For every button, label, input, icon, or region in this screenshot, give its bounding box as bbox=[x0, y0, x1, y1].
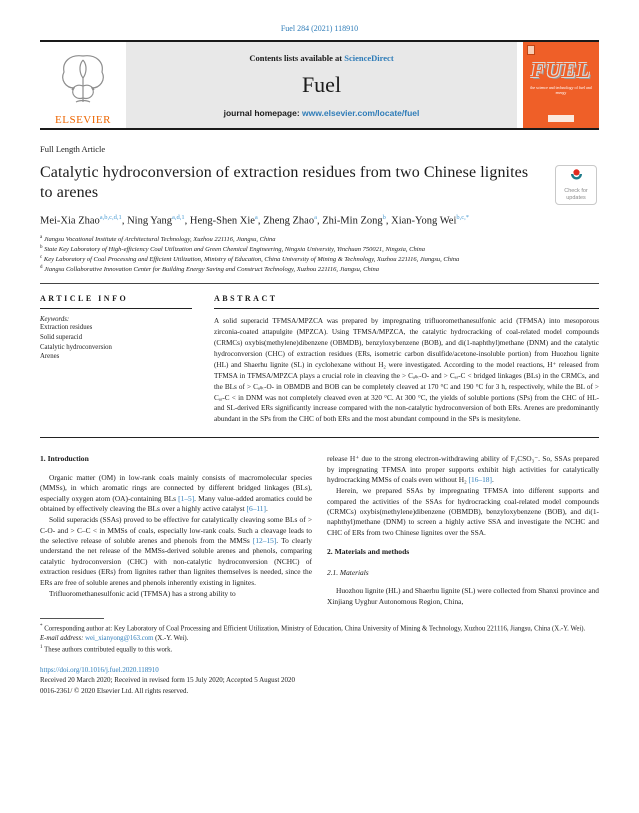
article-title: Catalytic hydroconversion of extraction residues from two Chinese lignites to arenes bbox=[40, 164, 529, 201]
body-column-right bbox=[327, 454, 599, 608]
journal-title: Fuel bbox=[301, 71, 342, 97]
text-segment: . bbox=[265, 504, 268, 514]
keywords-label: Keywords: bbox=[40, 315, 70, 323]
keyword-item: Catalytic hydroconversion bbox=[40, 343, 112, 351]
contents-line bbox=[249, 53, 393, 63]
author-affil-marker: a,b,c,d,1 bbox=[99, 214, 122, 221]
author-name: Heng-Shen Xie bbox=[189, 215, 255, 227]
author-list: Mei-Xia Zhao$^{a,b,c,d,1}$, Ning Yang$^{a,d,1}$, Heng-Shen Xie$^a$, Zheng Zhao$^a$, Zhi-Min Zong$^b$, Xian-Yong Wei$^{b,c,*}$ bbox=[40, 214, 470, 227]
journal-masthead bbox=[40, 40, 599, 130]
divider bbox=[40, 437, 599, 438]
author-name: Zhi-Min Zong bbox=[322, 215, 383, 227]
section-heading-introduction: 1. Introduction bbox=[40, 454, 89, 464]
cover-publisher-icon bbox=[527, 45, 535, 55]
inline-link[interactable]: wei_xianyong@163.com bbox=[85, 635, 154, 642]
subsection-heading-materials: 2.1. Materials bbox=[327, 567, 369, 577]
affiliation-line: $^b$ State Key Laboratory of High-efficiency Coal Utilization and Green Chemical Engineering, Ningxia University, Yinchuan 750021, Ningxia, China bbox=[40, 245, 426, 254]
journal-citation: Fuel 284 (2021) 118910 bbox=[280, 24, 359, 33]
paragraph bbox=[40, 473, 312, 514]
text-segment: release H⁺ due to the strong electron-withdrawing ability of F₃CSO₃⁻. So, SSAs prepared by impregnating TFMSA into proper supports exhibit high activities for catalytically hydrocracking MMSs of coals even without H₂ bbox=[327, 454, 599, 485]
divider bbox=[214, 308, 599, 309]
affiliation-line: $^a$ Jiangsu Vocational Institute of Architectural Technology, Xuzhou 221116, Jiangsu, China bbox=[40, 235, 276, 244]
section-heading-materials-methods: 2. Materials and methods bbox=[327, 547, 410, 557]
article-info-heading: ARTICLE INFO bbox=[40, 293, 129, 303]
paragraph bbox=[327, 454, 599, 485]
author-name: Mei-Xia Zhao bbox=[40, 215, 100, 227]
author-name: Xian-Yong Wei bbox=[391, 215, 457, 227]
paragraph: Huozhou lignite (HL) and Shaerhu lignite (SL) were collected from Shanxi province and Xinjiang Uyghur Autonomous Region, China, bbox=[327, 586, 599, 606]
paragraph: Herein, we prepared SSAs by impregnating TFMSA into different supports and compared the activities of the SSAs for hydrocracking coal-related model compounds (CRMCs) oxybis(methylene)dibenzene (OBMDB), benzyloxybenzene (BOB), and di(1-naphthyl)methane (DNM) to screen a highly active SSA and investigate the NCHC and CHC of ERs from two Chinese lignites over the SSA. bbox=[327, 486, 599, 537]
abstract-heading: ABSTRACT bbox=[214, 293, 278, 303]
elsevier-logo bbox=[40, 42, 126, 128]
journal-homepage-line bbox=[224, 108, 420, 118]
cover-tagline: the science and technology of fuel and energy bbox=[530, 85, 592, 95]
divider bbox=[40, 308, 192, 309]
text-segment: E-mail address: bbox=[40, 635, 86, 642]
keyword-item: Solid superacid bbox=[40, 333, 83, 341]
author-name: Zheng Zhao bbox=[263, 215, 315, 227]
crossmark-icon bbox=[569, 168, 584, 188]
cover-barcode bbox=[548, 115, 574, 122]
doi-link[interactable]: https://doi.org/10.1016/j.fuel.2020.118910 bbox=[40, 665, 159, 674]
text-segment: journal homepage: bbox=[223, 107, 303, 118]
text-segment: . bbox=[491, 475, 494, 485]
text-segment: . To clearly understand the net release of the MMSs-derived soluble arenes and phenols, comparing catalytic hydroconversion (CHC) with non-catalytic hydroconversion (NCHC) of extraction residues (ERs) from lignites rather than lignites themselves is needed, since the ERs are free of soluble arenes and phenols inherently existing in lignites. bbox=[40, 536, 312, 587]
keyword-item: Extraction residues bbox=[40, 323, 93, 331]
affiliation-line: $^d$ Jiangsu Collaborative Innovation Center for Building Energy Saving and Construct Technology, Xuzhou 221116, Jiangsu, China bbox=[40, 265, 380, 274]
text-segment: Corresponding author at: Key Laboratory of Coal Processing and Efficient Utilization, Ministry of Education, China University of Mining & Technology, Xuzhou 221116, Jiangsu, China (X.-Y. Wei). bbox=[42, 625, 586, 633]
corresponding-author-note bbox=[40, 623, 599, 634]
inline-link[interactable]: [12–15] bbox=[252, 536, 277, 546]
cover-brand: FUEL bbox=[530, 58, 591, 82]
article-type: Full Length Article bbox=[40, 144, 106, 154]
body-column-left bbox=[40, 454, 312, 608]
text-segment: Organic matter (OM) in low-rank coals mainly consists of macromolecular species (MMSs), in which aromatic rings are connected by different bridged linkages (BLs), especially oxygen atom (OA)-containing BLs bbox=[40, 472, 312, 503]
paragraph bbox=[40, 515, 312, 588]
check-badge-line2: updates bbox=[566, 195, 586, 201]
affiliation-list bbox=[40, 235, 599, 275]
paragraph: Trifluoromethanesulfonic acid (TFMSA) has a strong ability to bbox=[49, 588, 236, 598]
text-segment: * bbox=[40, 623, 43, 629]
inline-link[interactable]: [16–18] bbox=[468, 475, 492, 485]
inline-link[interactable]: ScienceDirect bbox=[344, 52, 394, 63]
inline-link[interactable]: [1–5] bbox=[178, 493, 195, 503]
footnote-separator bbox=[40, 618, 104, 619]
keyword-item: Arenes bbox=[40, 353, 60, 361]
author-name: Ning Yang bbox=[127, 215, 172, 227]
affiliation-line: $^c$ Key Laboratory of Coal Processing and Efficient Utilization, Ministry of Education, China University of Mining & Technology, Xuzhou 221116, Jiangsu, China bbox=[40, 255, 460, 264]
text-segment: (X.-Y. Wei). bbox=[153, 635, 189, 642]
keywords-list bbox=[40, 323, 192, 362]
check-badge-line1: Check for bbox=[564, 187, 588, 194]
journal-header-box bbox=[126, 42, 517, 128]
issn-copyright: 0016-2361/ © 2020 Elsevier Ltd. All rights reserved. bbox=[40, 686, 189, 695]
author-affil-marker: a,d,1 bbox=[172, 214, 185, 221]
text-segment: 1 bbox=[40, 644, 43, 650]
author-affil-marker: a bbox=[314, 214, 317, 221]
elsevier-tree-icon bbox=[56, 50, 110, 113]
inline-link[interactable]: [6–11] bbox=[246, 504, 266, 514]
journal-cover bbox=[523, 42, 599, 128]
text-segment: Solid superacids (SSAs) proved to be effective for catalytically cleaving some BLs of > C-O- and > C–C < in MMSs of coals, especially low-rank coals. Such a cleavage leads to the selective release of soluble arenes and phenols from the MMSs bbox=[40, 515, 312, 546]
divider bbox=[40, 283, 599, 284]
abstract-text: A solid superacid TFMSA/MPZCA was prepared by impregnating trifluoromethanesulfonic acid (TFMSA) into mesoporous zirconia-coated attapulgite (MPZCA). Using TFMSA/MPZCA, the catalytic hydrocracking of coal-related model compounds (CRMCs) oxybis(methylene)dibenzene (OBMDB), benzyloxybenzene (BOB), and di(1-naphthyl)methane (DNM) and the catalytic hydroconversion (CHC) of extraction residues (ERs, isometric carbon disulfide/acetone-insoluble portion) from Huozhou lignite (HL) and Shaerhu lignite (SL) in cyclohexane without H₂ were investigated. According to the model reactions, H⁺ released from TFMSA in TFMSA/MPZCA plays a crucial role in cleaving the > Cₐₗₖ-O- and > Cₐᵣ-C < bridged linkages (BLs) in the CRMCs, and the BLs of > Cₐₗₖ-O- in OBMDB and BOB can be completely cleaved at 170 °C and 190 °C for 3 h, respectively, while the BL of > Cₐᵣ-C < in DNM was not completely cleaved even at 320 °C. At 300 °C, the yields of soluble portions (SPs) from the CHC of HL- and SL-derived ERs significantly increase compared with the non-catalytic hydroconversion of both ERs. Arenes are predominantly abundant in the SPs from the CHC of both ERs and the most abundant compound in the SPs is mesitylene. bbox=[214, 316, 599, 424]
text-segment: Contents lists available at bbox=[249, 52, 345, 63]
check-for-updates-badge[interactable] bbox=[555, 165, 597, 205]
inline-link[interactable]: www.elsevier.com/locate/fuel bbox=[302, 107, 420, 118]
author-affil-marker: b,c,* bbox=[456, 214, 470, 221]
author-affil-marker: b bbox=[382, 214, 386, 221]
text-segment: These authors contributed equally to this work. bbox=[42, 646, 173, 654]
contribution-note bbox=[40, 644, 599, 655]
received-dates: Received 20 March 2020; Received in revised form 15 July 2020; Accepted 5 August 2020 bbox=[40, 676, 296, 685]
email-line bbox=[40, 634, 599, 644]
text-segment: . Many value-added aromatics could be obtained by effectively cleaving the BLs over a highly active catalyst bbox=[40, 493, 312, 514]
author-affil-marker: a bbox=[254, 214, 258, 221]
elsevier-wordmark: ELSEVIER bbox=[55, 114, 111, 126]
